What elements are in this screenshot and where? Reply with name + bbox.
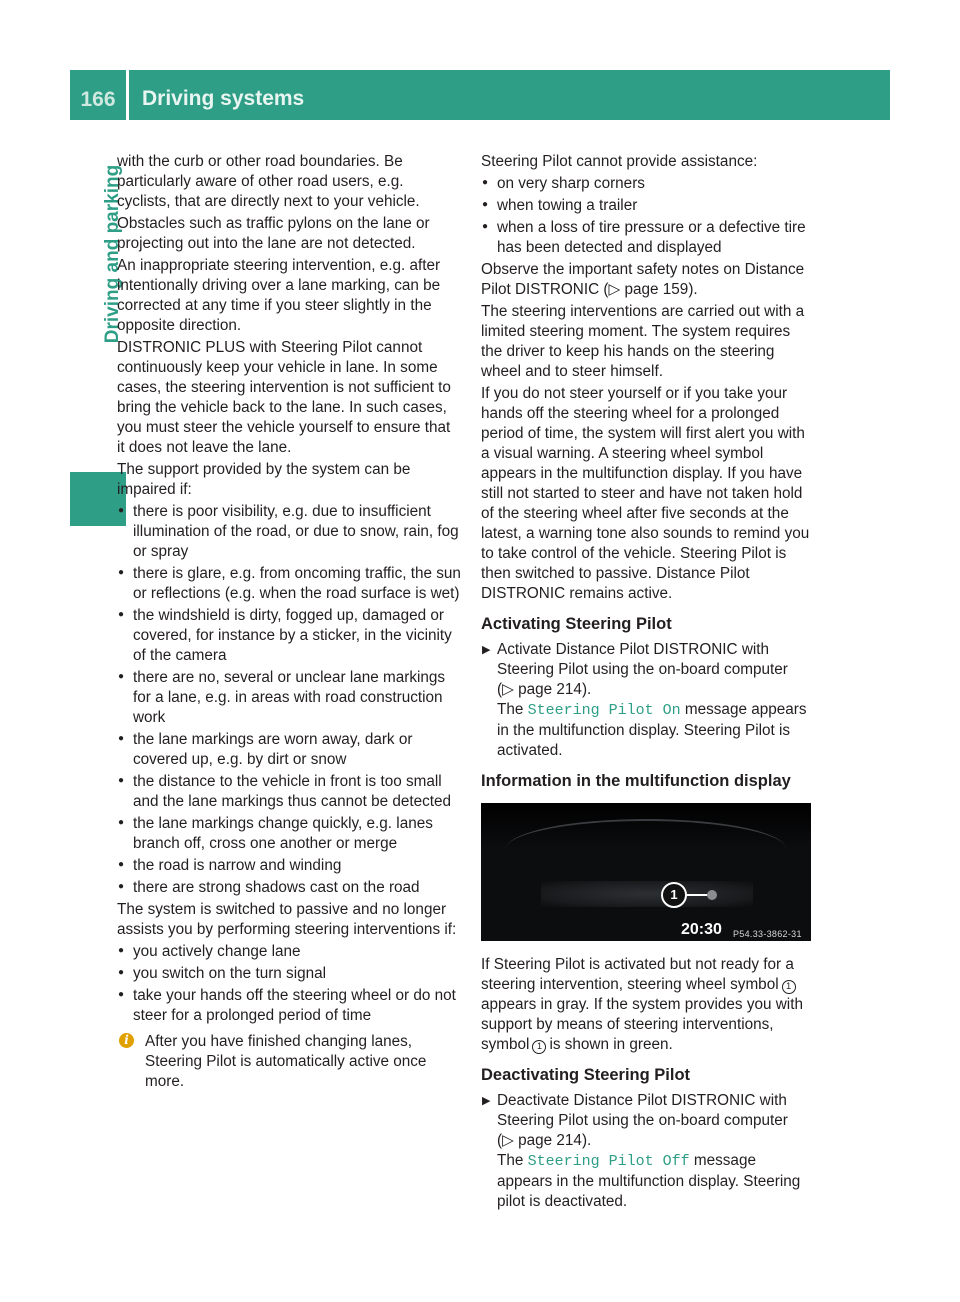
list-item: ● the road is narrow and winding	[117, 856, 461, 876]
bullet-list	[117, 502, 461, 898]
list-item: ● the distance to the vehicle in front is too small and the lane markings thus cannot be detected	[117, 772, 461, 812]
list-item: ● take your hands off the steering wheel or do not steer for a prolonged period of time	[117, 986, 461, 1026]
info-text: After you have finished changing lanes, Steering Pilot is automatically active once more.	[145, 1033, 427, 1090]
page-number: 166	[80, 88, 116, 111]
list-item: ● there are strong shadows cast on the road	[117, 878, 461, 898]
multifunction-display-image	[481, 803, 811, 941]
display-time: 20:30	[681, 921, 722, 938]
page-reference[interactable]: page 214	[518, 681, 582, 698]
left-column	[117, 152, 461, 1092]
display-message: Steering Pilot On	[527, 702, 681, 719]
paragraph: Steering Pilot cannot provide assistance:	[481, 153, 758, 170]
list-item: ● you switch on the turn signal	[117, 964, 461, 984]
page-ref-arrow-icon: ▷	[608, 281, 621, 298]
bullet-list	[481, 174, 814, 258]
paragraph: If you do not steer yourself or if you take your hands off the steering wheel for a prolonged period of time, the system will first alert you with a visual warning. A steering wheel symbol appears in the multifunction display. If you have still not started to steer and have not taken hold of the steering wheel after five seconds at the latest, a warning tone also sounds to remind you to take control of the vehicle. Steering Pilot is then switched to passive. Distance Pilot DISTRONIC remains active.	[481, 385, 810, 602]
instruction-step: ▶ Activate Distance Pilot DISTRONIC with Steering Pilot using the on-board computer (▷ page 214). The Steering Pilot On message appears in the multifunction display. Steering Pilot is activated.	[482, 641, 807, 759]
page-ref-arrow-icon: ▷	[502, 1132, 514, 1149]
paragraph: DISTRONIC PLUS with Steering Pilot cannot continuously keep your vehicle in lane. In some cases, the steering intervention is not sufficient to bring the vehicle back to the lane. In such cases, you must steer the vehicle yourself to ensure that it does not leave the lane.	[117, 339, 451, 456]
paragraph: Obstacles such as traffic pylons on the lane or projecting out into the lane are not detected.	[117, 215, 430, 252]
page-ref-arrow-icon: ▷	[502, 681, 514, 698]
section-heading: Information in the multifunction display	[481, 772, 791, 790]
section-title: Driving and parking	[102, 164, 123, 344]
page-reference[interactable]: page 159	[624, 281, 689, 298]
list-item: ● when towing a trailer	[481, 196, 814, 216]
right-column	[481, 152, 814, 1214]
display-message: Steering Pilot Off	[527, 1153, 690, 1170]
paragraph: The steering interventions are carried out with a limited steering moment. The system requires the driver to keep his hands on the steering wheel and to steer himself.	[481, 303, 805, 380]
steering-wheel-icon	[707, 890, 717, 900]
paragraph: Observe the important safety notes on Distance Pilot DISTRONIC (▷ page 159).	[481, 261, 805, 298]
instruction-step: ▶ Deactivate Distance Pilot DISTRONIC with Steering Pilot using the on-board computer (▷ page 214). The Steering Pilot Off message appears in the multifunction display. Steering pilot is deactivated.	[482, 1092, 801, 1210]
list-item: ● there is glare, e.g. from oncoming traffic, the sun or reflections (e.g. when the road surface is wet)	[117, 564, 461, 604]
figure-code: P54.33-3862-31	[733, 929, 802, 939]
step-arrow-icon: ▶	[482, 644, 491, 656]
callout-symbol: 1	[532, 1040, 546, 1054]
paragraph: An inappropriate steering intervention, e.g. after intentionally driving over a lane marking, can be corrected at any time if you steer slightly in the opposite direction.	[117, 257, 441, 334]
paragraph: If Steering Pilot is activated but not ready for a steering intervention, steering wheel symbol 1appears in gray. If the system provides you with support by means of steering interventions, symbol 1 is shown in green.	[481, 956, 803, 1053]
paragraph: with the curb or other road boundaries. Be particularly aware of other road users, e.g. cyclists, that are directly next to your vehicle.	[117, 153, 420, 210]
chapter-title: Driving systems	[142, 87, 305, 110]
section-heading: Activating Steering Pilot	[481, 615, 672, 633]
list-item: ● there is poor visibility, e.g. due to insufficient illumination of the road, or due to snow, rain, fog or spray	[117, 502, 461, 562]
header-divider	[126, 70, 129, 126]
callout-marker: 1	[661, 882, 687, 908]
list-item: ● there are no, several or unclear lane markings for a lane, e.g. in areas with road construction work	[117, 668, 461, 728]
list-item: ● on very sharp corners	[481, 174, 814, 194]
paragraph: The system is switched to passive and no longer assists you by performing steering interventions if:	[117, 901, 457, 938]
list-item: ● you actively change lane	[117, 942, 461, 962]
callout-symbol: 1	[782, 980, 796, 994]
page-reference[interactable]: page 214	[518, 1132, 582, 1149]
list-item: ● the windshield is dirty, fogged up, damaged or covered, for instance by a sticker, in the vicinity of the camera	[117, 606, 461, 666]
list-item: ● when a loss of tire pressure or a defective tire has been detected and displayed	[481, 218, 814, 258]
step-arrow-icon: ▶	[482, 1095, 491, 1107]
info-note	[117, 1032, 461, 1092]
list-item: ● the lane markings change quickly, e.g. lanes branch off, cross one another or merge	[117, 814, 461, 854]
paragraph: The support provided by the system can be impaired if:	[117, 461, 411, 498]
bullet-list	[117, 942, 461, 1026]
list-item: ● the lane markings are worn away, dark or covered up, e.g. by dirt or snow	[117, 730, 461, 770]
info-icon: i	[119, 1033, 134, 1048]
section-heading: Deactivating Steering Pilot	[481, 1066, 691, 1084]
